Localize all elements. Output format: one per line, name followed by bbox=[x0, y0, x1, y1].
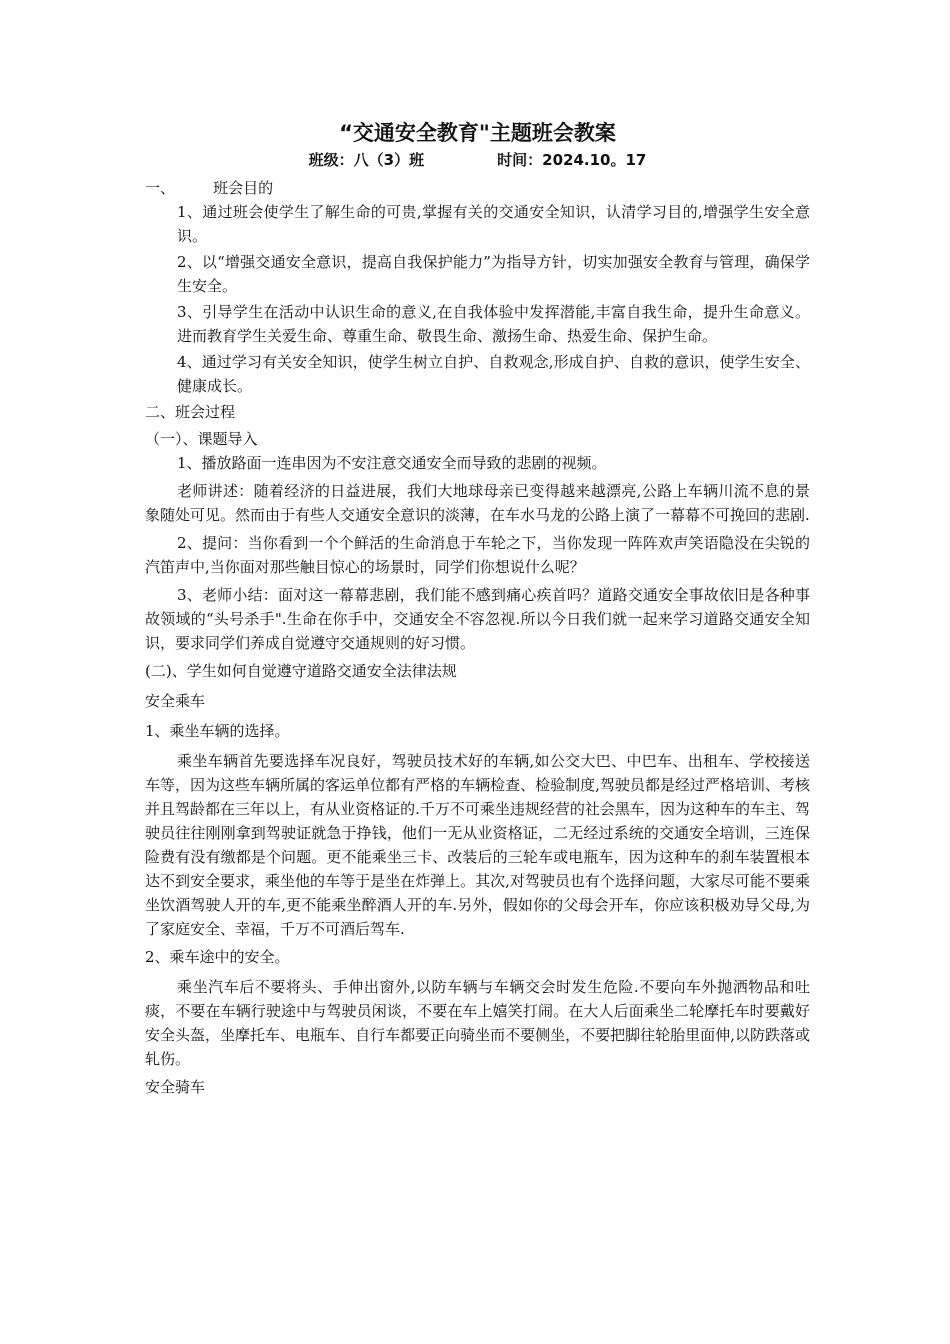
item-heading-vehicle-choice: 1、乘坐车辆的选择。 bbox=[145, 722, 290, 740]
topic-heading-riding: 安全乘车 bbox=[145, 692, 206, 710]
goal-item: 4、通过学习有关安全知识，使学生树立自护、自救观念,形成自护、自救的意识，使学生安全、健康成长。 bbox=[177, 353, 810, 395]
paragraph: 2、提问：当你看到一个个鲜活的生命消息于车轮之下，当你发现一阵阵欢声笑语隐没在尖锐的汽笛声中,当你面对那些触目惊心的场景时，同学们你想说什么呢？ bbox=[145, 534, 810, 576]
item-heading-in-transit: 2、乘车途中的安全。 bbox=[145, 948, 290, 966]
paragraph: 老师讲述：随着经济的日益进展，我们大地球母亲已变得越来越漂亮,公路上车辆川流不息的景象随处可见。然而由于有些人交通安全意识的淡薄，在车水马龙的公路上演了一幕幕不可挽回的悲剧. bbox=[145, 482, 810, 524]
goal-item: 2、以“增强交通安全意识，提高自我保护能力”为指导方针，切实加强安全教育与管理，确保学生安全。 bbox=[177, 253, 810, 295]
subsection-heading-rules: (二)、学生如何自觉遵守道路交通安全法律法规 bbox=[145, 662, 457, 680]
paragraph: 1、播放路面一连串因为不安注意交通安全而导致的悲剧的视频。 bbox=[177, 454, 607, 472]
document-page bbox=[145, 118, 810, 1105]
subsection-heading-intro: （一）、课题导入 bbox=[145, 430, 258, 448]
class-and-date: 班级：八（3）班 时间：2024.10。17 bbox=[308, 151, 647, 169]
section-heading-process: 二、班会过程 bbox=[145, 403, 236, 421]
topic-heading-cycling: 安全骑车 bbox=[145, 1078, 206, 1096]
paragraph: 乘坐汽车后不要将头、手伸出窗外,以防车辆与车辆交会时发生危险.不要向车外抛洒物品和吐痰，不要在车辆行驶途中与驾驶员闲谈，不要在车上嬉笑打闹。在大人后面乘坐二轮摩托车时要戴好安全头盔，坐摩托车、电瓶车、自行车都要正向骑坐而不要侧坐，不要把脚往轮胎里面伸,以防跌落或轧伤。 bbox=[145, 978, 810, 1068]
paragraph: 乘坐车辆首先要选择车况良好，驾驶员技术好的车辆,如公交大巴、中巴车、出租车、学校接送车等，因为这些车辆所属的客运单位都有严格的车辆检查、检验制度,驾驶员都是经过严格培训、考核并且驾龄都在三年以上，有从业资格证的.千万不可乘坐违规经营的社会黑车，因为这种车的车主、驾驶员往往刚刚拿到驾驶证就急于挣钱，他们一无从业资格证，二无经过系统的交通安全培训，三连保险费有没有缴都是个问题。更不能乘坐三卡、改装后的三轮车或电瓶车，因为这种车的刹车装置根本达不到安全要求，乘坐他的车等于是坐在炸弹上。其次,对驾驶员也有个选择问题，大家尽可能不要乘坐饮酒驾驶人开的车,更不能乘坐醉酒人开的车.另外，假如你的父母会开车，你应该积极劝导父母,为了家庭安全、幸福，千万不可酒后驾车. bbox=[145, 752, 810, 938]
goal-item: 3、引导学生在活动中认识生命的意义,在自我体验中发挥潜能,丰富自我生命，提升生命意义。进而教育学生关爱生命、尊重生命、敬畏生命、激扬生命、热爱生命、保护生命。 bbox=[177, 303, 810, 345]
section-heading-goals: 一、 班会目的 bbox=[145, 179, 274, 197]
goal-item: 1、通过班会使学生了解生命的可贵,掌握有关的交通安全知识，认清学习目的,增强学生安全意识。 bbox=[177, 203, 810, 245]
document-title: “交通安全教育"主题班会教案 bbox=[339, 121, 616, 145]
paragraph: 3、老师小结：面对这一幕幕悲剧，我们能不感到痛心疾首吗？道路交通安全事故依旧是各种事故领域的“头号杀手".生命在你手中，交通安全不容忽视.所以今日我们就一起来学习道路交通安全知识，要求同学们养成自觉遵守交通规则的好习惯。 bbox=[145, 586, 810, 652]
